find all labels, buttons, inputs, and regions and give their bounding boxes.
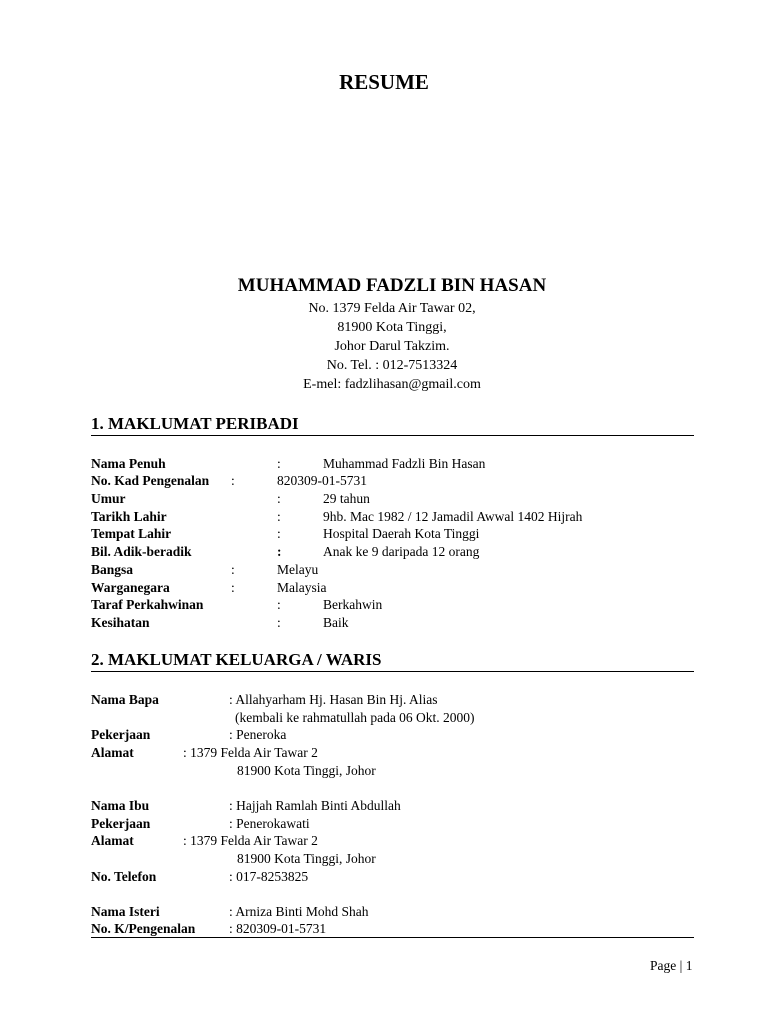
- field-value: Hospital Daerah Kota Tinggi: [323, 526, 480, 541]
- field-colon: :: [277, 526, 281, 541]
- field-label: No. Kad Pengenalan: [91, 473, 210, 488]
- field-colon: :: [277, 544, 282, 559]
- wife-ic-value: : 820309-01-5731: [229, 921, 327, 936]
- field-colon: :: [277, 491, 281, 506]
- mother-address-line2: 81900 Kota Tinggi, Johor: [237, 851, 376, 866]
- mother-phone-label: No. Telefon: [91, 869, 157, 884]
- field-value: 9hb. Mac 1982 / 12 Jamadil Awwal 1402 Hijrah: [323, 509, 583, 524]
- field-colon: :: [277, 597, 281, 612]
- wife-name-value: : Arniza Binti Mohd Shah: [229, 904, 369, 919]
- father-job-value: : Peneroka: [229, 727, 287, 742]
- mother-job-label: Pekerjaan: [91, 816, 151, 831]
- field-colon: :: [231, 473, 235, 488]
- mother-name-value: : Hajjah Ramlah Binti Abdullah: [229, 798, 401, 813]
- section-heading-family: 2. MAKLUMAT KELUARGA / WARIS: [91, 650, 382, 669]
- address-line-2: 81900 Kota Tinggi,: [337, 320, 447, 335]
- field-colon: :: [277, 456, 281, 471]
- field-value: Muhammad Fadzli Bin Hasan: [323, 456, 486, 471]
- field-value: Melayu: [277, 562, 319, 577]
- applicant-name: MUHAMMAD FADZLI BIN HASAN: [237, 275, 547, 296]
- field-label: Taraf Perkahwinan: [91, 597, 204, 612]
- field-label: Kesihatan: [91, 615, 150, 630]
- field-label: Bangsa: [91, 562, 134, 577]
- father-note: (kembali ke rahmatullah pada 06 Okt. 2000): [235, 710, 475, 725]
- father-address-line2: 81900 Kota Tinggi, Johor: [237, 763, 376, 778]
- document-title: RESUME: [339, 70, 429, 94]
- field-value: Malaysia: [277, 580, 327, 595]
- wife-ic-label: No. K/Pengenalan: [91, 921, 196, 936]
- address-line-3: Johor Darul Takzim.: [334, 339, 450, 354]
- field-value: Baik: [323, 615, 349, 630]
- section-divider: [91, 671, 694, 672]
- wife-name-label: Nama Isteri: [91, 904, 160, 919]
- father-address-value: : 1379 Felda Air Tawar 2: [183, 745, 318, 760]
- field-label: Tarikh Lahir: [91, 509, 167, 524]
- father-job-label: Pekerjaan: [91, 727, 151, 742]
- field-value: 29 tahun: [323, 491, 370, 506]
- field-colon: :: [277, 509, 281, 524]
- father-address-label: Alamat: [91, 745, 134, 760]
- mother-phone-value: : 017-8253825: [229, 869, 309, 884]
- field-colon: :: [231, 580, 235, 595]
- field-label: Umur: [91, 491, 126, 506]
- father-name-label: Nama Bapa: [91, 692, 159, 707]
- footer-divider: [91, 937, 694, 938]
- page-number: Page | 1: [650, 958, 693, 973]
- section-divider: [91, 435, 694, 436]
- mother-name-label: Nama Ibu: [91, 798, 150, 813]
- section-heading-personal: 1. MAKLUMAT PERIBADI: [91, 414, 299, 433]
- field-label: Warganegara: [91, 580, 170, 595]
- field-label: Bil. Adik-beradik: [91, 544, 192, 559]
- field-colon: :: [231, 562, 235, 577]
- address-line-1: No. 1379 Felda Air Tawar 02,: [308, 301, 476, 316]
- mother-job-value: : Penerokawati: [229, 816, 310, 831]
- mother-address-label: Alamat: [91, 833, 134, 848]
- field-value: Anak ke 9 daripada 12 orang: [323, 544, 480, 559]
- field-value: Berkahwin: [323, 597, 383, 612]
- mother-address-value: : 1379 Felda Air Tawar 2: [183, 833, 318, 848]
- field-value: 820309-01-5731: [277, 473, 367, 488]
- field-label: Nama Penuh: [91, 456, 166, 471]
- email-line: E-mel: fadzlihasan@gmail.com: [303, 377, 481, 392]
- father-name-value: : Allahyarham Hj. Hasan Bin Hj. Alias: [229, 692, 438, 707]
- field-colon: :: [277, 615, 281, 630]
- phone-line: No. Tel. : 012-7513324: [326, 358, 458, 373]
- field-label: Tempat Lahir: [91, 526, 172, 541]
